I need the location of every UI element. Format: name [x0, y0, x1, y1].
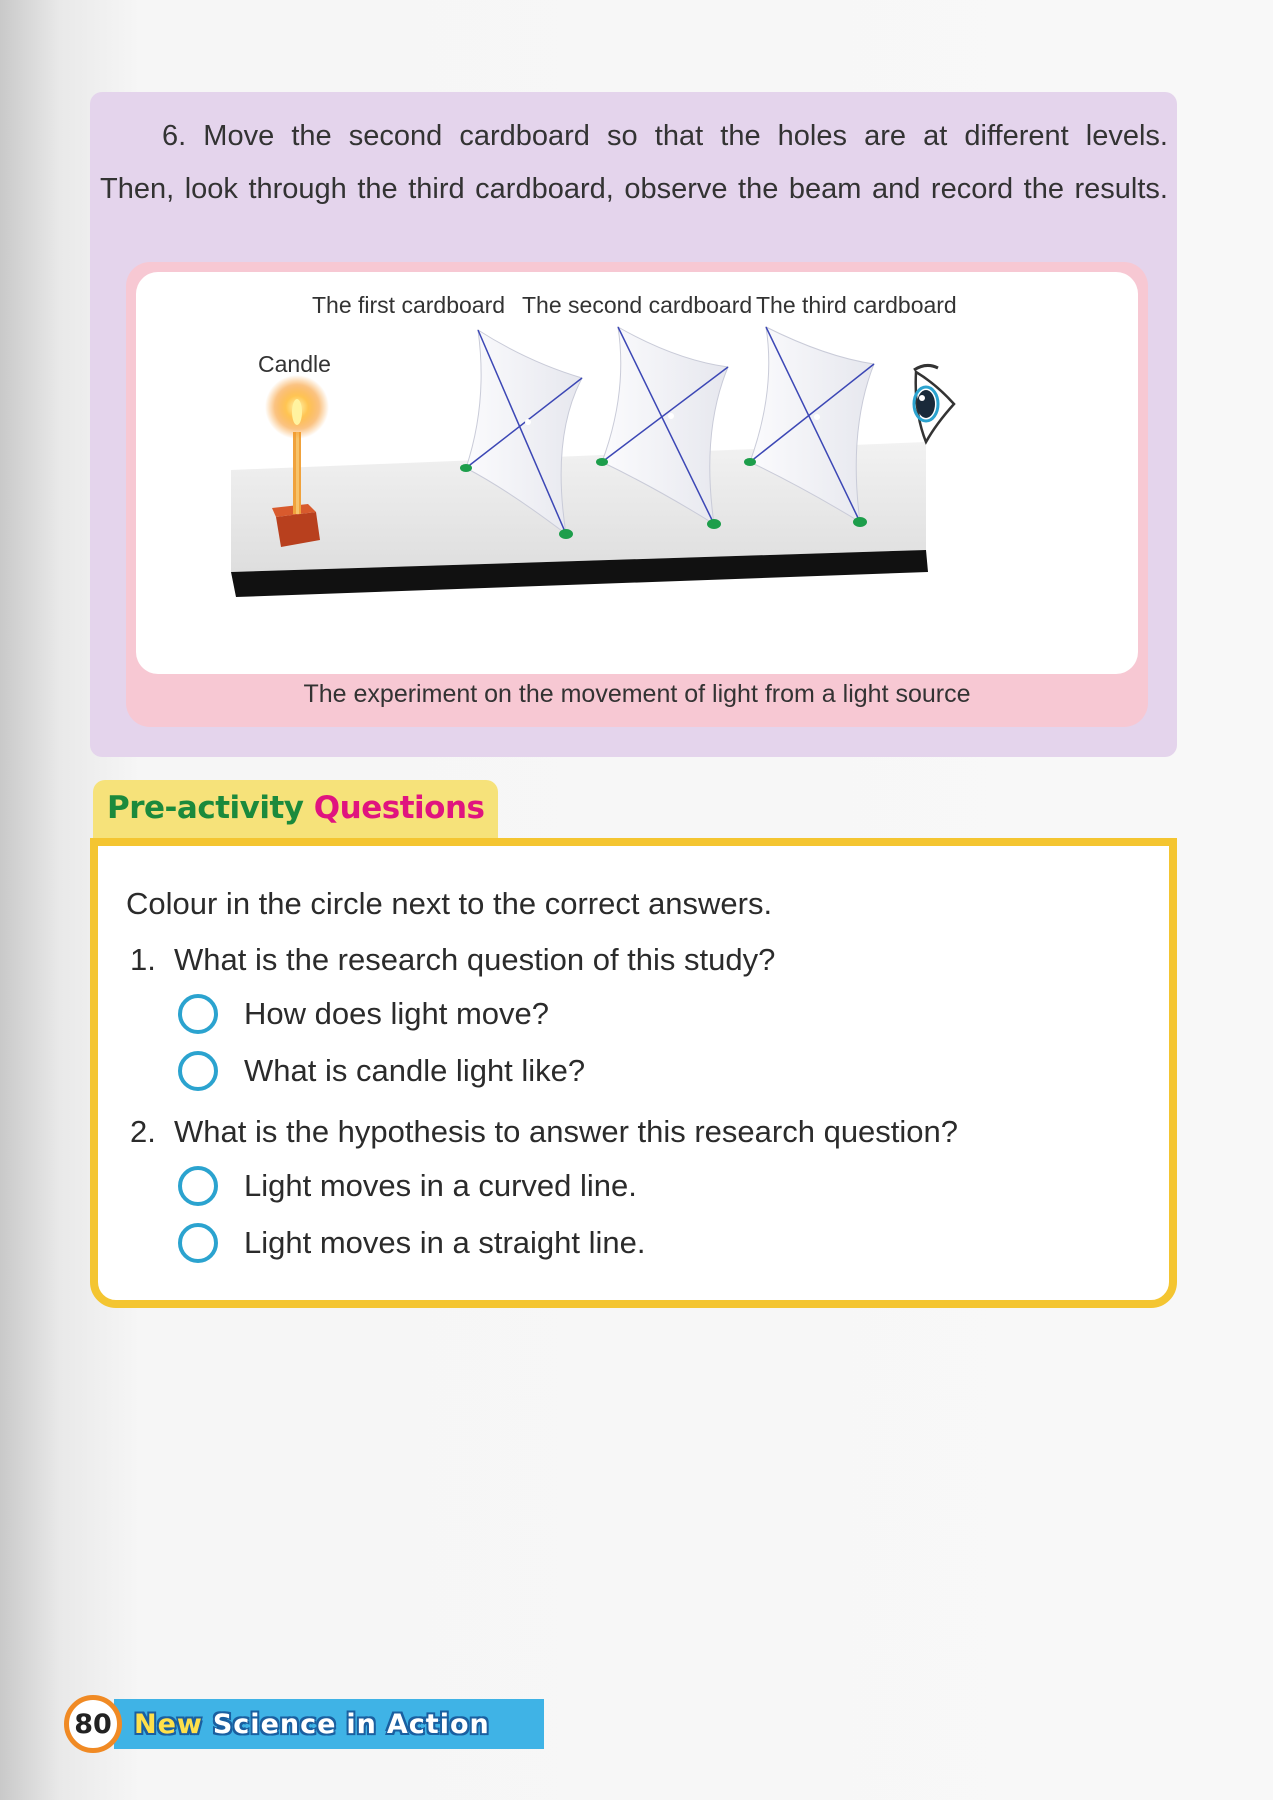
answer-option[interactable] — [178, 992, 549, 1036]
question-text: What is the hypothesis to answer this research question? — [174, 1114, 959, 1149]
page-number: 80 — [64, 1695, 122, 1753]
radio-circle-icon[interactable] — [178, 1223, 218, 1263]
label-second-cardboard: The second cardboard — [522, 292, 753, 318]
label-candle: Candle — [258, 351, 331, 377]
eye-icon — [914, 365, 954, 442]
tab-word-questions: Questions — [313, 790, 485, 826]
question-number: 2. — [130, 1114, 156, 1149]
step-6-line-2: Then, look through the third cardboard, observe the beam and record the results. — [100, 173, 1168, 205]
book-title-word: New — [134, 1708, 203, 1740]
radio-circle-icon[interactable] — [178, 1051, 218, 1091]
answer-option-label: Light moves in a curved line. — [244, 1168, 637, 1203]
figure-caption: The experiment on the movement of light from a light source — [303, 680, 971, 708]
answer-option[interactable] — [178, 1221, 646, 1265]
pre-activity-questions-tab — [93, 780, 498, 842]
book-title-word: Action — [386, 1708, 490, 1740]
step-6-instructions — [100, 110, 1168, 216]
experiment-figure — [126, 262, 1148, 727]
page-footer — [64, 1696, 544, 1752]
book-title-word: in — [346, 1708, 377, 1740]
step-6-panel — [90, 92, 1177, 757]
questions-intro: Colour in the circle next to the correct answers. — [126, 886, 773, 921]
question-text: What is the research question of this study? — [174, 942, 776, 977]
label-third-cardboard: The third cardboard — [756, 292, 957, 318]
question-1 — [130, 942, 775, 978]
tab-word-pre-activity: Pre-activity — [107, 790, 304, 826]
answer-option-label: What is candle light like? — [244, 1053, 586, 1088]
radio-circle-icon[interactable] — [178, 1166, 218, 1206]
label-first-cardboard: The first cardboard — [312, 292, 506, 318]
question-number: 1. — [130, 942, 156, 977]
answer-option[interactable] — [178, 1164, 637, 1208]
radio-circle-icon[interactable] — [178, 994, 218, 1034]
book-title — [114, 1699, 544, 1749]
experiment-drawing — [136, 272, 1138, 674]
book-title-word: Science — [212, 1708, 337, 1740]
answer-option-label: Light moves in a straight line. — [244, 1225, 646, 1260]
questions-box — [90, 838, 1177, 1308]
step-6-line-1: 6. Move the second cardboard so that the holes are at different levels. — [162, 120, 1168, 152]
answer-option[interactable] — [178, 1049, 585, 1093]
answer-option-label: How does light move? — [244, 996, 549, 1031]
experiment-illustration — [136, 272, 1138, 674]
question-2 — [130, 1114, 958, 1150]
